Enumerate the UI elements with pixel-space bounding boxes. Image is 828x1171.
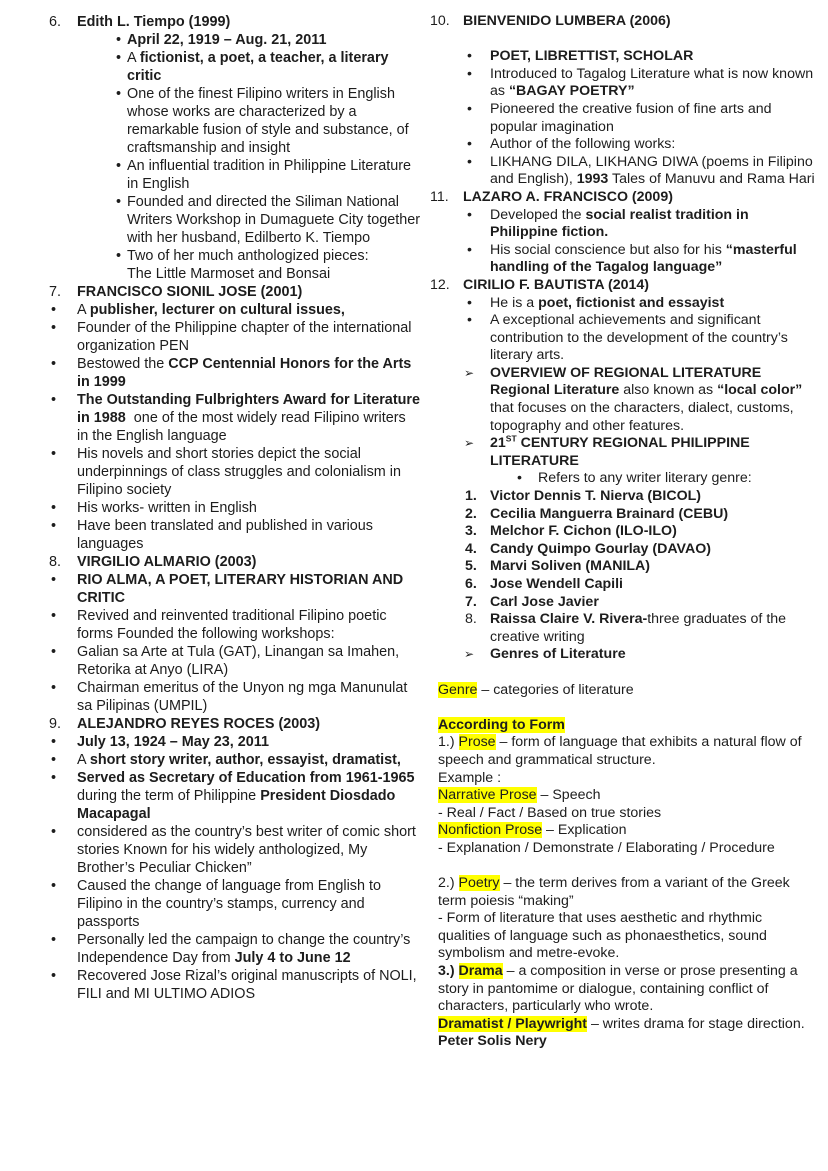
text-run: Example : <box>438 769 502 786</box>
list-number: 2. <box>465 505 477 522</box>
text-run: Refers to any writer literary genre: <box>538 470 752 487</box>
text-run: Tales of Manuvu and Rama Hari <box>608 171 815 188</box>
list-item <box>48 571 420 607</box>
text-run: one of the most widely read Filipino writers in the English language <box>77 410 406 444</box>
paragraph <box>430 805 818 823</box>
paragraph <box>430 770 818 788</box>
bullet-icon: • <box>51 752 57 768</box>
list-item-heading <box>48 553 420 571</box>
text-run: POET, LIBRETTIST, SCHOLAR <box>490 48 694 65</box>
list-item <box>430 154 818 189</box>
arrow-icon: ➢ <box>464 436 475 451</box>
text-run: His social conscience but also for his <box>490 241 726 258</box>
list-item <box>430 488 818 506</box>
bullet-icon: • <box>467 206 472 223</box>
list-item-heading <box>430 277 818 295</box>
text-run: fictionist, a poet, a teacher, a literary critic <box>127 50 389 84</box>
list-item <box>430 470 818 488</box>
list-number: 7. <box>49 284 62 300</box>
text-run: 1.) <box>438 734 459 751</box>
text-run: A <box>77 752 90 768</box>
right-column <box>430 13 818 1051</box>
list-item-heading <box>48 283 420 301</box>
bullet-icon: • <box>467 100 472 117</box>
list-item <box>48 301 420 319</box>
text-run: ST <box>505 433 517 444</box>
text-run: “local color” <box>717 382 803 399</box>
list-item <box>430 101 818 136</box>
text-run: Victor Dennis T. Nierva (BICOL) <box>490 488 702 505</box>
text-run: July 4 to June 12 <box>234 950 351 966</box>
bullet-icon: • <box>51 446 57 462</box>
text-run: Bestowed the <box>77 356 169 372</box>
list-item <box>430 312 818 365</box>
spacer <box>430 31 818 49</box>
text-run: - Explanation / Demonstrate / Elaborating / Procedure <box>438 839 775 856</box>
list-item <box>48 319 420 355</box>
text-run: poet, fictionist and essayist <box>538 294 725 311</box>
text-run: Jose Wendell Capili <box>490 576 623 592</box>
text-run: Developed the <box>490 206 586 223</box>
text-run: Founded and directed the Siliman National Writers Workshop in Dumaguete City together with her husband, Edilberto K. Tiempo <box>127 194 420 246</box>
text-run: Genres of Literature <box>490 646 626 663</box>
text-run: Marvi Soliven (MANILA) <box>490 558 651 575</box>
list-number: 7. <box>465 593 477 610</box>
text-run: Recovered Jose Rizal’s original manuscripts of NOLI, FILI and MI ULTIMO ADIOS <box>77 968 417 1002</box>
list-item <box>48 445 420 499</box>
bullet-icon: • <box>51 608 57 624</box>
list-item-heading <box>430 189 818 207</box>
bullet-icon: • <box>51 572 57 588</box>
list-item <box>48 607 420 643</box>
list-number: 11. <box>430 188 449 205</box>
bullet-icon: • <box>517 470 522 487</box>
list-number: 8. <box>465 611 477 628</box>
paragraph <box>430 1016 818 1034</box>
text-run: Have been translated and published in various languages <box>77 518 374 552</box>
paragraph <box>430 1033 818 1051</box>
list-item <box>48 751 420 769</box>
text-run: CIRILIO F. BAUTISTA (2014) <box>463 276 650 293</box>
text-run: Genre <box>438 681 478 698</box>
bullet-icon: • <box>51 500 57 516</box>
bullet-icon: • <box>51 302 57 318</box>
text-run: Served as Secretary of Education from 1961-1965 <box>77 770 415 786</box>
list-number: 3. <box>465 523 477 540</box>
text-run: The Outstanding Fulbrighters Award for Literature in 1988 <box>77 392 420 426</box>
list-item <box>430 295 818 313</box>
spacer <box>430 699 818 717</box>
text-run: April 22, 1919 – Aug. 21, 2011 <box>127 32 327 48</box>
list-item <box>430 541 818 559</box>
spacer <box>430 664 818 682</box>
text-run: Caused the change of language from English to Filipino in the country’s stamps, currency and passports <box>77 878 382 930</box>
list-item <box>48 517 420 553</box>
text-run: Drama <box>458 963 503 980</box>
text-run: VIRGILIO ALMARIO (2003) <box>77 554 257 570</box>
list-item <box>430 611 818 646</box>
text-run: He is a <box>490 294 539 311</box>
text-run: “BAGAY POETRY” <box>508 83 635 100</box>
list-item <box>48 967 420 1003</box>
list-item <box>48 157 420 193</box>
list-item <box>48 499 420 517</box>
bullet-icon: • <box>51 320 57 336</box>
text-run: three graduates of the creative writing <box>490 611 787 645</box>
text-run: His works- written in English <box>77 500 257 516</box>
bullet-icon: • <box>116 32 122 48</box>
list-number: 10. <box>430 13 450 29</box>
text-run: publisher, lecturer on cultural issues, <box>89 302 345 318</box>
bullet-icon: • <box>467 312 472 329</box>
list-item <box>48 49 420 85</box>
list-item <box>430 594 818 612</box>
bullet-icon: • <box>51 770 57 786</box>
text-run: OVERVIEW OF REGIONAL LITERATURE Regional Literature <box>490 364 762 399</box>
paragraph <box>430 875 818 910</box>
bullet-icon: • <box>467 65 472 82</box>
list-item <box>48 85 420 157</box>
list-number: 12. <box>430 276 450 293</box>
text-run: CENTURY REGIONAL PHILIPPINE LITERATURE <box>490 435 750 469</box>
paragraph <box>430 787 818 805</box>
text-run: An influential tradition in Philippine Literature in English <box>127 158 411 192</box>
text-run: Raissa Claire V. Rivera- <box>490 611 648 628</box>
list-item-heading <box>48 715 420 733</box>
paragraph <box>430 840 818 858</box>
text-run: – a composition in verse or prose presenting a story in pantomime or dialogue, containing conflict of characters, particularly who wrote. <box>438 963 798 1015</box>
text-run: FRANCISCO SIONIL JOSE (2001) <box>77 284 303 300</box>
list-item <box>430 136 818 154</box>
text-run: considered as the country’s best writer of comic short stories Known for his widely anthologized, My Brother’s Peculiar Chicken” <box>77 824 416 876</box>
list-item <box>430 242 818 277</box>
text-run: Prose <box>458 734 496 751</box>
text-run: Peter Solis Nery <box>438 1033 547 1050</box>
text-run: LIKHANG DILA, LIKHANG DIWA (poems in Filipino and English), <box>490 153 813 188</box>
list-item <box>430 365 818 435</box>
text-run: ALEJANDRO REYES ROCES (2003) <box>77 716 321 732</box>
bullet-icon: • <box>467 153 472 170</box>
text-run: RIO ALMA, A POET, LITERARY HISTORIAN AND CRITIC <box>77 572 404 606</box>
text-run: A <box>77 302 90 318</box>
text-run: – form of language that exhibits a natural flow of speech and grammatical structure. <box>438 734 802 768</box>
text-run: Pioneered the creative fusion of fine arts and popular imagination <box>490 100 772 135</box>
text-run: A exceptional achievements and significant contribution to the development of the country’s literary arts. <box>490 312 788 364</box>
text-run: Two of her much anthologized pieces: <box>127 248 369 264</box>
text-run: Candy Quimpo Gourlay (DAVAO) <box>490 540 711 557</box>
text-run: One of the finest Filipino writers in English whose works are characterized by a remarkable fusion of style and substance, of craftsmanship and insight <box>127 86 409 156</box>
text-run: 2.) <box>438 875 459 892</box>
list-number: 9. <box>49 716 62 732</box>
bullet-icon: • <box>51 932 57 948</box>
text-run: Melchor F. Cichon (ILO-ILO) <box>490 523 677 540</box>
bullet-icon: • <box>51 680 57 696</box>
text-run: BIENVENIDO LUMBERA (2006) <box>463 13 671 29</box>
bullet-icon: • <box>467 241 472 258</box>
list-number: 6. <box>465 576 477 592</box>
bullet-icon: • <box>116 248 122 264</box>
text-run: His novels and short stories depict the social underpinnings of class struggles and colonialism in Filipino society <box>77 446 401 498</box>
left-column <box>48 13 420 1003</box>
list-item <box>430 558 818 576</box>
paragraph <box>430 822 818 840</box>
bullet-icon: • <box>51 644 57 660</box>
arrow-icon: ➢ <box>464 647 475 662</box>
text-run: Revived and reinvented traditional Filipino poetic forms Founded the following workshops: <box>77 608 387 642</box>
list-item <box>430 523 818 541</box>
bullet-icon: • <box>51 734 57 750</box>
text-run: Introduced to Tagalog Literature what is now known as <box>490 65 814 100</box>
paragraph <box>430 963 818 1016</box>
text-run: 1993 <box>576 171 609 188</box>
text-run: Cecilia Manguerra Brainard (CEBU) <box>490 505 729 522</box>
list-item <box>48 733 420 751</box>
bullet-icon: • <box>116 158 122 174</box>
bullet-icon: • <box>467 48 472 65</box>
list-number: 8. <box>49 554 62 570</box>
text-run: Chairman emeritus of the Unyon ng mga Manunulat sa Pilipinas (UMPIL) <box>77 680 408 714</box>
text-run: 21 <box>490 435 506 452</box>
list-item <box>48 355 420 391</box>
text-run: Edith L. Tiempo (1999) <box>77 14 231 30</box>
text-run: – Speech <box>536 787 601 804</box>
bullet-icon: • <box>116 86 122 102</box>
text-run: Author of the following works: <box>490 136 676 153</box>
paragraph <box>430 717 818 735</box>
text-run: A <box>127 50 140 66</box>
text-run: Poetry <box>458 875 500 892</box>
list-item <box>48 643 420 679</box>
bullet-icon: • <box>51 518 57 534</box>
text-run: – writes drama for stage direction. <box>587 1015 805 1032</box>
text-run: - Real / Fact / Based on true stories <box>438 804 662 821</box>
text-run: short story writer, author, essayist, dramatist, <box>89 752 401 768</box>
bullet-icon: • <box>51 392 57 408</box>
list-item <box>48 247 420 283</box>
spacer <box>430 858 818 876</box>
text-run: Carl Jose Javier <box>490 593 599 610</box>
text-run: Narrative Prose <box>438 787 537 804</box>
text-run: – categories of literature <box>477 681 634 698</box>
list-item <box>430 576 818 594</box>
bullet-icon: • <box>467 294 472 311</box>
text-run: CCP Centennial Honors for the Arts in 1999 <box>77 356 412 390</box>
text-run: that focuses on the characters, dialect, customs, topography and other features. <box>490 400 794 434</box>
bullet-icon: • <box>51 824 57 840</box>
text-run: The Little Marmoset and Bonsai <box>127 266 331 282</box>
list-number: 5. <box>465 558 477 575</box>
text-run: July 13, 1924 – May 23, 2011 <box>77 734 270 750</box>
text-run: “masterful handling of the Tagalog language” <box>490 241 797 276</box>
bullet-icon: • <box>51 968 57 984</box>
list-item <box>48 823 420 877</box>
text-run: Personally led the campaign to change the country’s Independence Day from <box>77 932 411 966</box>
bullet-icon: • <box>116 50 122 66</box>
text-run: Founder of the Philippine chapter of the international organization PEN <box>77 320 412 354</box>
text-run: According to Form <box>438 716 565 733</box>
text-run: President Diosdado Macapagal <box>77 788 396 822</box>
list-item <box>430 506 818 524</box>
list-item <box>48 193 420 247</box>
text-run: 3.) <box>438 963 459 980</box>
bullet-icon: • <box>116 194 122 210</box>
arrow-icon: ➢ <box>464 365 475 380</box>
list-item <box>48 877 420 931</box>
list-item <box>430 207 818 242</box>
bullet-icon: • <box>467 136 472 153</box>
list-number: 6. <box>49 14 62 30</box>
text-run: social realist tradition in Philippine fiction. <box>490 206 749 241</box>
list-item <box>430 646 818 664</box>
text-run: Dramatist / Playwright <box>438 1015 588 1032</box>
bullet-icon: • <box>51 878 57 894</box>
list-number: 1. <box>465 488 477 505</box>
list-item-heading <box>430 13 818 31</box>
list-item <box>48 679 420 715</box>
text-run: Nonfiction Prose <box>438 822 543 839</box>
bullet-icon: • <box>51 356 57 372</box>
text-run: LAZARO A. FRANCISCO (2009) <box>463 188 673 205</box>
list-item-heading <box>48 13 420 31</box>
list-item <box>48 769 420 823</box>
text-run: – Explication <box>542 822 627 839</box>
paragraph <box>430 910 818 963</box>
text-run: during the term of Philippine <box>77 788 261 804</box>
text-run: Galian sa Arte at Tula (GAT), Linangan sa Imahen, Retorika at Anyo (LIRA) <box>77 644 400 678</box>
list-item <box>430 435 818 470</box>
list-item <box>48 391 420 445</box>
list-item <box>430 66 818 101</box>
paragraph <box>430 682 818 700</box>
list-item <box>430 48 818 66</box>
list-number: 4. <box>465 540 477 557</box>
text-run: also known as <box>619 382 718 399</box>
list-item <box>48 931 420 967</box>
list-item <box>48 31 420 49</box>
text-run: - Form of literature that uses aesthetic and rhythmic qualities of language such as phonaesthetics, sound symbolism and metre-evoke. <box>438 910 767 962</box>
text-run: – the term derives from a variant of the Greek term poiesis “making” <box>438 875 790 909</box>
paragraph <box>430 734 818 769</box>
